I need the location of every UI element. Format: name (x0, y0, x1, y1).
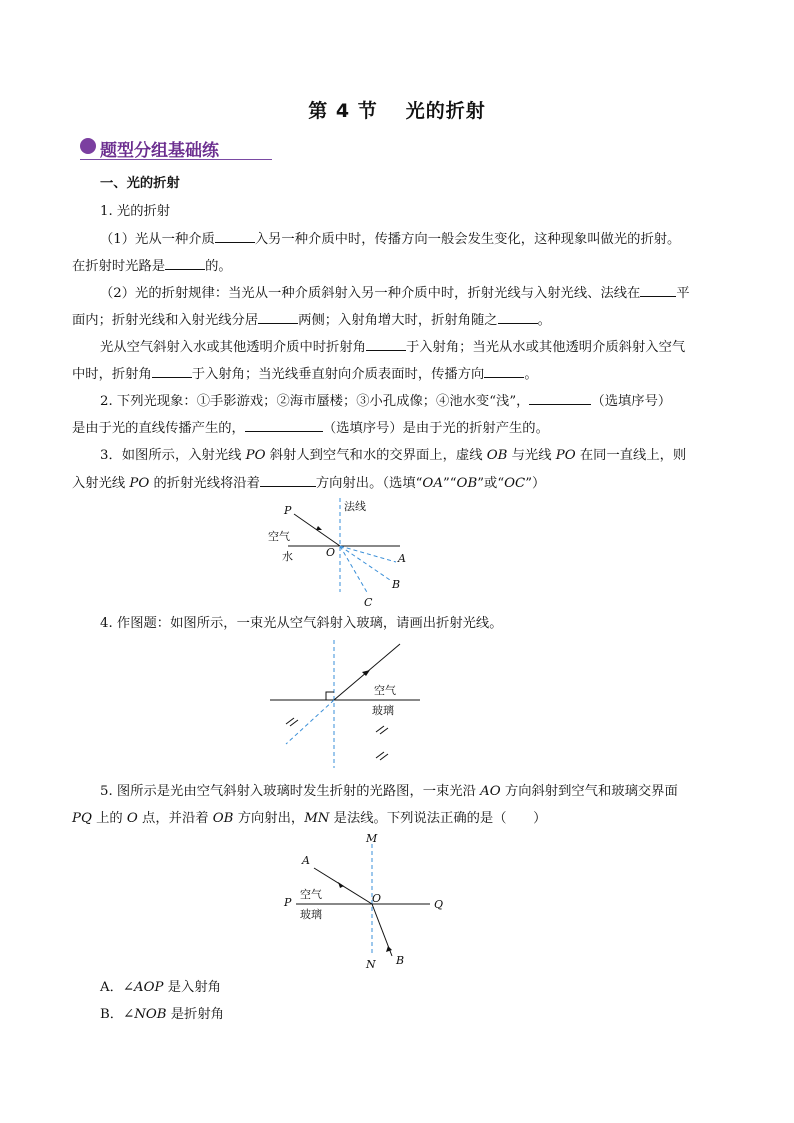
q1-text: 。 (537, 313, 551, 328)
q1-text: 两侧；入射角增大时，折射角随之 (298, 313, 498, 328)
q3-line2 (72, 473, 545, 494)
label-c: C (364, 596, 373, 609)
q1-line2 (72, 256, 232, 277)
title-name: 光的折射 (405, 100, 486, 122)
page-title (0, 96, 794, 123)
hatch-mark (376, 726, 384, 732)
q5-text: 上的 (91, 811, 127, 826)
answer-blank[interactable] (165, 256, 205, 270)
q5-text: 方向斜射到空气和玻璃交界面 (500, 784, 678, 799)
q2-text: 是由于光的直线传播产生的， (72, 421, 245, 436)
answer-blank[interactable] (258, 310, 298, 324)
option-label: B．∠ (100, 1007, 135, 1022)
label-normal: 法线 (344, 500, 366, 513)
answer-blank[interactable] (245, 418, 323, 432)
option-var: NOB (134, 1007, 167, 1022)
q3-var: PO (555, 448, 576, 463)
q1-text: （1）光从一种介质 (100, 232, 215, 247)
section-banner (80, 136, 272, 160)
q5-text: 点，并沿着 (137, 811, 213, 826)
q3-text: 的折射光线将沿着 (149, 476, 260, 491)
answer-blank[interactable] (260, 473, 316, 487)
q3-var: PO (245, 448, 266, 463)
q1-text: 中时，折射角 (72, 367, 152, 382)
q2-line2 (72, 418, 549, 439)
answer-blank[interactable] (529, 391, 591, 405)
option-b[interactable] (100, 1005, 224, 1025)
option-text: 是折射角 (166, 1007, 224, 1022)
arrow-icon (316, 526, 322, 530)
label-q: Q (434, 898, 444, 911)
q1-text: 光从空气斜射入水或其他透明介质中时折射角 (100, 340, 366, 355)
arrow-icon (338, 882, 344, 888)
q1-line4 (72, 310, 551, 331)
q3-text: 方向射出。（选填“ (315, 476, 423, 491)
q3-text: 在同一直线上，则 (575, 448, 687, 463)
q5-text: 是法线。下列说法正确的是（ ） (329, 811, 547, 826)
q5-var: PQ (72, 811, 92, 826)
q1-line3 (100, 283, 690, 304)
q3-figure (260, 496, 420, 608)
q1-head: 1. 光的折射 (100, 204, 171, 219)
ray-ob (340, 546, 390, 580)
option-var: AOP (134, 980, 164, 995)
q2-text: （选填序号） (591, 394, 672, 409)
q5-figure (280, 834, 450, 974)
label-b: B (392, 578, 401, 591)
answer-blank[interactable] (152, 364, 192, 378)
q1-line5 (100, 337, 685, 358)
q2-text: 2. 下列光现象：①手影游戏；②海市蜃楼；③小孔成像；④池水变“浅”， (100, 394, 530, 409)
q3-option: OC (504, 476, 526, 491)
q3-text: 斜射人到空气和水的交界面上，虚线 (265, 448, 487, 463)
label-air: 空气 (300, 888, 322, 901)
label-a: A (398, 552, 406, 565)
q1-text: 于入射角；当光从水或其他透明介质斜射入空气 (405, 340, 686, 355)
answer-blank[interactable] (640, 283, 676, 297)
label-m: M (366, 832, 378, 845)
title-section: 第 4 节 (308, 100, 378, 122)
heading-refraction: 一、光的折射 (100, 176, 180, 191)
q1-text: 的。 (205, 259, 232, 274)
q5-var: O (126, 811, 138, 826)
q5-line1 (100, 782, 678, 802)
q1-text: 面内；折射光线和入射光线分居 (72, 313, 259, 328)
q4-line: 4. 作图题：如图所示，一束光从空气斜射入玻璃，请画出折射光线。 (100, 616, 503, 631)
q1-text: 于入射角；当光线垂直射向介质表面时，传播方向 (191, 367, 485, 382)
option-text: 是入射角 (163, 980, 221, 995)
q3-var: PO (129, 476, 150, 491)
q1-text: 。 (524, 367, 538, 382)
q3-var: OB (486, 448, 508, 463)
bullet-dot-icon (80, 138, 96, 154)
hatch-mark (376, 752, 384, 758)
label-air: 空气 (268, 530, 290, 543)
q3-option: OA (422, 476, 443, 491)
q5-var: OB (212, 811, 234, 826)
label-o: O (326, 546, 336, 559)
q4-figure (266, 640, 426, 770)
hatch-mark (286, 718, 294, 724)
answer-blank[interactable] (215, 229, 255, 243)
q5-var: MN (304, 811, 330, 826)
q3-text: ”或“ (477, 476, 505, 491)
answer-blank[interactable] (366, 337, 406, 351)
q1-text: 入另一种介质中时，传播方向一般会发生变化，这种现象叫做光的折射。 (254, 232, 681, 247)
q5-text: 方向射出， (233, 811, 305, 826)
hatch-mark (290, 720, 298, 726)
q1-text: 平 (676, 286, 690, 301)
q3-text: 与光线 (507, 448, 556, 463)
q5-line2 (72, 809, 546, 829)
q1-text: （2）光的折射规律：当光从一种介质斜射入另一种介质中时，折射光线与入射光线、法线在 (100, 286, 641, 301)
q2-line1 (100, 391, 671, 412)
label-glass: 玻璃 (300, 908, 322, 921)
label-b: B (396, 954, 405, 967)
option-a[interactable] (100, 978, 221, 998)
hatch-mark (380, 728, 388, 734)
label-p: P (284, 896, 292, 909)
q3-option: OB (456, 476, 478, 491)
extended-ray (286, 700, 334, 744)
q3-text: 入射光线 (72, 476, 130, 491)
q1-line1 (100, 229, 680, 250)
q3-line1 (100, 446, 686, 466)
label-water: 水 (282, 550, 293, 563)
q5-text: 5. 图所示是光由空气斜射入玻璃时发生折射的光路图，一束光沿 (100, 784, 481, 799)
label-air: 空气 (374, 684, 396, 697)
answer-blank[interactable] (498, 310, 538, 324)
right-angle-mark (326, 692, 334, 700)
banner-label: 题型分组基础练 (100, 141, 219, 161)
answer-blank[interactable] (484, 364, 524, 378)
hatch-mark (380, 754, 388, 760)
q3-text: ”“ (442, 476, 457, 491)
q5-var: AO (480, 784, 501, 799)
label-p: P (284, 504, 292, 517)
label-glass: 玻璃 (372, 704, 394, 717)
option-label: A．∠ (100, 980, 135, 995)
q1-text: 在折射时光路是 (72, 259, 166, 274)
label-o: O (372, 892, 382, 905)
q3-text: 3．如图所示，入射光线 (100, 448, 246, 463)
label-a: A (302, 854, 310, 867)
q2-text: （选填序号）是由于光的折射产生的。 (322, 421, 549, 436)
label-n: N (366, 958, 376, 971)
q3-text: ”） (525, 476, 546, 491)
q1-line6 (72, 364, 538, 385)
